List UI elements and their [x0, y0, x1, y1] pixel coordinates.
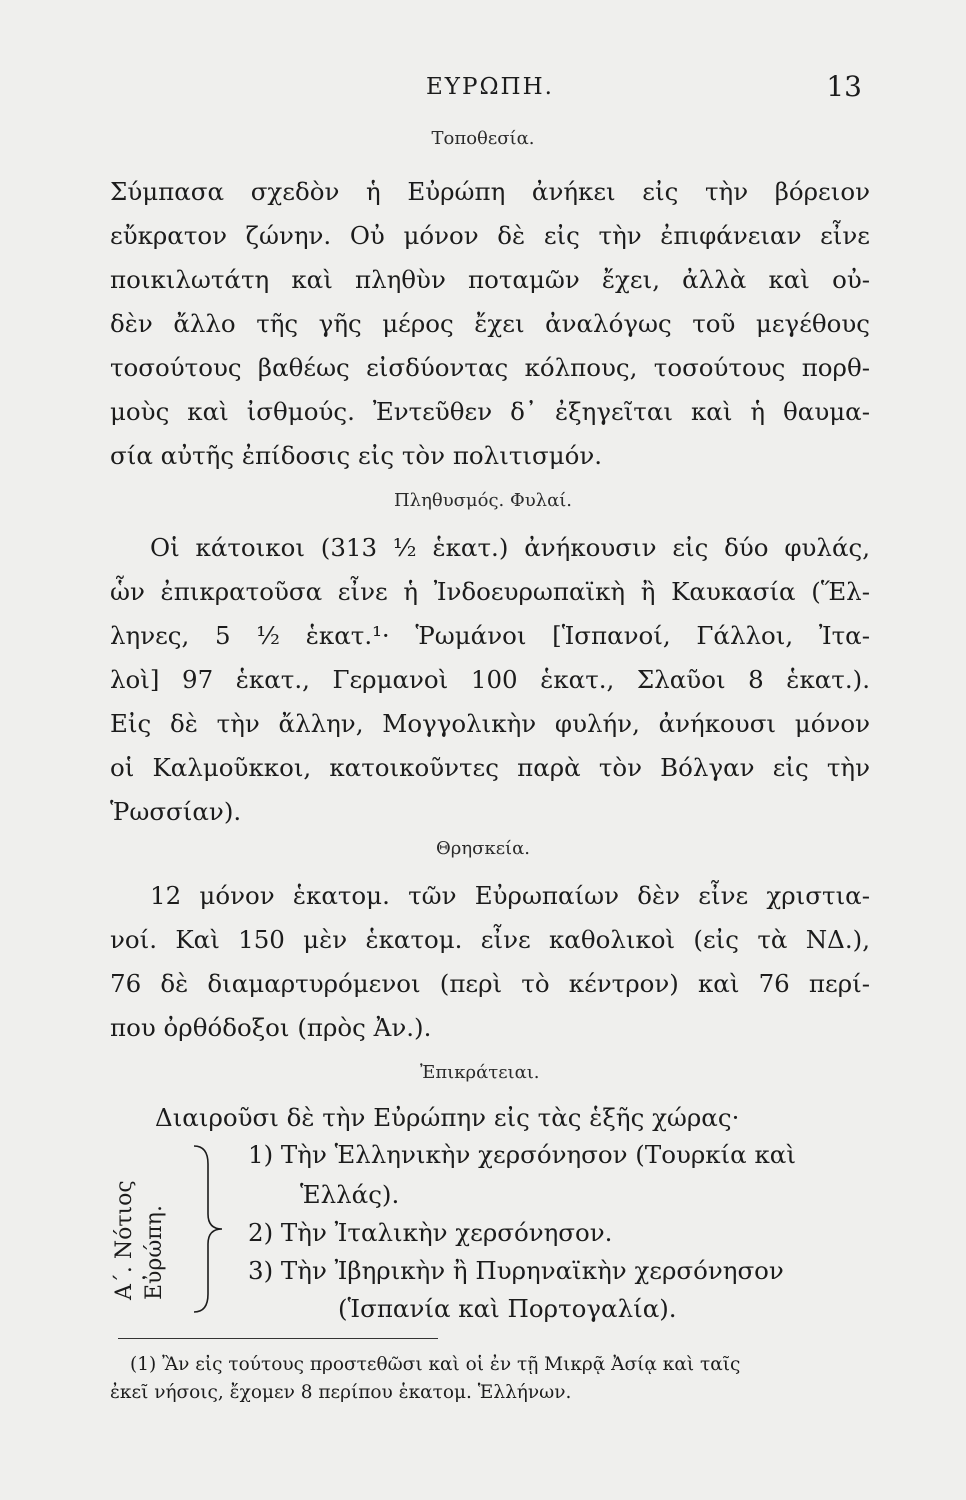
curly-brace-icon: [190, 1144, 226, 1314]
states-intro: Διαιροῦσι δὲ τὴν Εὐρώπην εἰς τὰς ἑξῆς χώρας·: [155, 1103, 740, 1132]
running-head: [110, 66, 870, 106]
text-line: δὲν ἄλλο τῆς γῆς μέρος ἔχει ἀναλόγως τοῦ μεγέθους: [110, 309, 870, 338]
side-label-south: Α΄. Νότιος: [112, 1180, 137, 1300]
list-item: 1) Τὴν Ἑλληνικὴν χερσόνησον (Τουρκία καὶ: [248, 1140, 796, 1169]
location-heading: Τοποθεσία.: [431, 128, 535, 149]
text-line: σία αὐτῆς ἐπίδοσις εἰς τὸν πολιτισμόν.: [110, 441, 603, 470]
running-title: ΕΥΡΩΠΗ.: [426, 74, 554, 100]
list-item: 2) Τὴν Ἰταλικὴν χερσόνησον.: [248, 1218, 613, 1247]
text-line: λοὶ] 97 ἑκατ., Γερμανοὶ 100 ἑκατ., Σλαῦοι 8 ἑκατ.).: [110, 665, 870, 694]
text-line: οἱ Καλμοῦκκοι, κατοικοῦντες παρὰ τὸν Βόλγαν εἰς τὴν: [110, 753, 870, 782]
text-line: τοσούτους βαθέως εἰσδύοντας κόλπους, τοσούτους πορθ-: [110, 353, 870, 382]
religion-heading: Θρησκεία.: [436, 838, 530, 859]
text-line: 76 δὲ διαμαρτυρόμενοι (περὶ τὸ κέντρον) καὶ 76 περί-: [110, 969, 870, 998]
footnote-rule: [118, 1338, 438, 1339]
text-line: ὧν ἐπικρατοῦσα εἶνε ἡ Ἰνδοευρωπαϊκὴ ἢ Καυκασία (Ἕλ-: [110, 577, 870, 606]
text-line: ποικιλωτάτη καὶ πληθὺν ποταμῶν ἔχει, ἀλλὰ καὶ οὐ-: [110, 265, 870, 294]
list-item: Ἑλλάς).: [300, 1180, 400, 1209]
text-line: ληνες, 5 ½ ἑκατ.¹· Ῥωμάνοι [Ἱσπανοί, Γάλλοι, Ἰτα-: [110, 621, 870, 650]
text-line: νοί. Καὶ 150 μὲν ἑκατομ. εἶνε καθολικοὶ (εἰς τὰ ΝΔ.),: [110, 925, 870, 954]
text-line: Οἱ κάτοικοι (313 ½ ἑκατ.) ἀνήκουσιν εἰς δύο φυλάς,: [150, 533, 870, 562]
footnote-line: (1) Ἂν εἰς τούτους προστεθῶσι καὶ οἱ ἐν τῇ Μικρᾷ Ἀσίᾳ καὶ ταῖς: [130, 1354, 741, 1375]
text-line: Σύμπασα σχεδὸν ἡ Εὐρώπη ἀνήκει εἰς τὴν βόρειον: [110, 177, 870, 206]
text-line: μοὺς καὶ ἰσθμούς. Ἐντεῦθεν δ᾽ ἐξηγεῖται καὶ ἡ θαυμα-: [110, 397, 870, 426]
text-line: 12 μόνον ἑκατομ. τῶν Εὐρωπαίων δὲν εἶνε χριστια-: [150, 881, 870, 910]
text-line: Ῥωσσίαν).: [110, 797, 242, 826]
population-heading: Πληθυσμός. Φυλαί.: [393, 490, 573, 511]
footnote-line: ἐκεῖ νήσοις, ἔχομεν 8 περίπου ἑκατομ. Ἑλλήνων.: [110, 1382, 572, 1403]
page-number: 13: [826, 70, 862, 103]
side-label-europe: Εὐρώπη.: [142, 1205, 167, 1300]
list-item: (Ἱσπανία καὶ Πορτογαλία).: [338, 1294, 677, 1323]
text-line: που ὀρθόδοξοι (πρὸς Ἀν.).: [110, 1013, 432, 1042]
text-line: Εἰς δὲ τὴν ἄλλην, Μογγολικὴν φυλήν, ἀνήκουσι μόνον: [110, 709, 870, 738]
text-line: εὔκρατον ζώνην. Οὐ μόνον δὲ εἰς τὴν ἐπιφάνειαν εἶνε: [110, 221, 870, 250]
list-item: 3) Τὴν Ἰβηρικὴν ἢ Πυρηναϊκὴν χερσόνησον: [248, 1256, 784, 1285]
states-heading: Ἐπικράτειαι.: [420, 1062, 540, 1083]
country-list: [110, 1140, 870, 1340]
